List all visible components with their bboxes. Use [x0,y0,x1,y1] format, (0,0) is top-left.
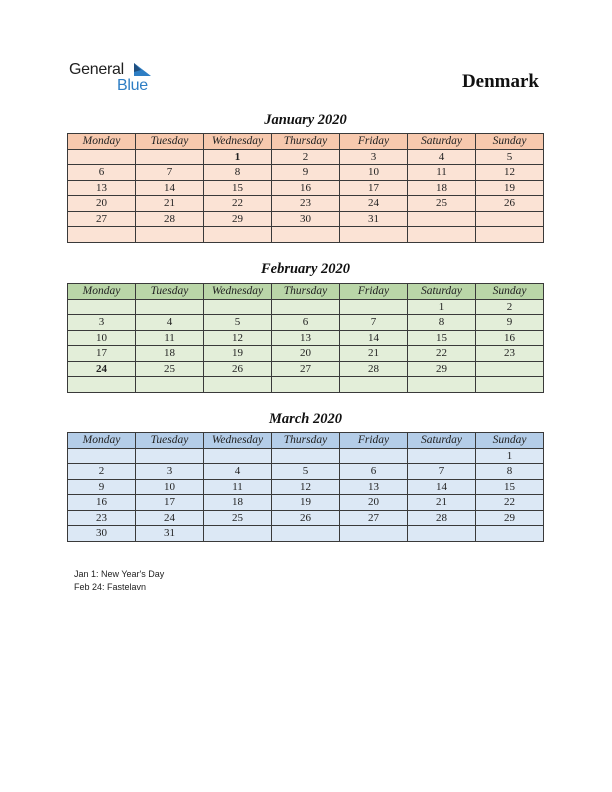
empty-day-cell [408,227,476,243]
day-cell: 14 [340,330,408,346]
day-cell: 4 [136,315,204,331]
empty-day-cell [136,227,204,243]
day-cell: 3 [136,464,204,480]
day-cell: 27 [272,361,340,377]
day-cell: 8 [204,165,272,181]
day-cell: 25 [136,361,204,377]
day-cell: 28 [408,510,476,526]
calendar-week-row [68,180,544,196]
empty-day-cell [204,377,272,393]
empty-day-cell [204,227,272,243]
day-cell: 10 [340,165,408,181]
day-cell: 21 [136,196,204,212]
day-cell: 30 [68,526,136,542]
weekday-header: Sunday [476,433,544,449]
day-cell: 21 [340,346,408,362]
calendar-week-row [68,346,544,362]
empty-day-cell [204,526,272,542]
day-cell: 31 [340,211,408,227]
day-cell: 3 [68,315,136,331]
day-cell: 6 [340,464,408,480]
day-cell: 13 [340,479,408,495]
holiday-notes [74,568,164,594]
calendar-week-row [68,299,544,315]
day-cell: 19 [204,346,272,362]
day-cell: 28 [340,361,408,377]
weekday-header: Tuesday [136,134,204,150]
empty-day-cell [136,377,204,393]
day-cell: 17 [136,495,204,511]
day-cell: 15 [204,180,272,196]
day-cell: 30 [272,211,340,227]
day-cell: 12 [272,479,340,495]
day-cell: 26 [272,510,340,526]
day-cell: 19 [272,495,340,511]
day-cell: 5 [476,149,544,165]
empty-day-cell [272,448,340,464]
day-cell: 26 [476,196,544,212]
day-cell: 2 [476,299,544,315]
calendar-week-row [68,315,544,331]
day-cell: 28 [136,211,204,227]
day-cell: 8 [476,464,544,480]
empty-day-cell [340,299,408,315]
month-title-february: February 2020 [260,261,351,277]
weekday-header-row [68,284,544,300]
weekday-header: Friday [340,284,408,300]
calendar-week-row [68,377,544,393]
day-cell: 11 [136,330,204,346]
day-cell: 8 [408,315,476,331]
day-cell: 14 [408,479,476,495]
calendar-body [68,299,544,392]
day-cell: 6 [68,165,136,181]
day-cell: 26 [204,361,272,377]
calendar-week-row [68,495,544,511]
empty-day-cell [136,149,204,165]
empty-day-cell [476,377,544,393]
day-cell: 9 [272,165,340,181]
weekday-header: Thursday [272,433,340,449]
country-title: Denmark [461,71,539,92]
holiday-note: Feb 24: Fastelavn [74,582,147,592]
holiday-note: Jan 1: New Year's Day [74,569,165,579]
month-title-march: March 2020 [269,411,342,427]
day-cell: 24 [136,510,204,526]
weekday-header: Tuesday [136,284,204,300]
day-cell: 16 [476,330,544,346]
empty-day-cell [476,211,544,227]
calendar-week-row [68,510,544,526]
weekday-header: Saturday [408,134,476,150]
empty-day-cell [204,299,272,315]
day-cell: 22 [408,346,476,362]
day-cell: 14 [136,180,204,196]
calendar-week-row [68,330,544,346]
day-cell: 31 [136,526,204,542]
empty-day-cell [204,448,272,464]
day-cell: 27 [340,510,408,526]
day-cell: 23 [272,196,340,212]
weekday-header: Saturday [408,433,476,449]
calendar-january [67,133,544,243]
day-cell: 15 [476,479,544,495]
weekday-header: Friday [340,433,408,449]
generalblue-logo [69,60,169,96]
day-cell: 7 [136,165,204,181]
empty-day-cell [408,448,476,464]
empty-day-cell [476,526,544,542]
day-cell: 24 [340,196,408,212]
empty-day-cell [136,448,204,464]
day-cell: 16 [272,180,340,196]
day-cell: 25 [204,510,272,526]
day-cell: 6 [272,315,340,331]
weekday-header: Thursday [272,284,340,300]
day-cell: 12 [476,165,544,181]
calendar-week-row [68,479,544,495]
calendar-march [67,432,544,542]
empty-day-cell [476,227,544,243]
day-cell: 13 [272,330,340,346]
day-cell: 27 [68,211,136,227]
day-cell: 17 [340,180,408,196]
day-cell: 22 [476,495,544,511]
day-cell: 29 [408,361,476,377]
weekday-header: Wednesday [204,134,272,150]
empty-day-cell [68,227,136,243]
day-cell: 29 [476,510,544,526]
month-title-january: January 2020 [264,112,347,128]
day-cell: 9 [476,315,544,331]
empty-day-cell [68,377,136,393]
logo-triangle-icon [134,63,152,77]
day-cell: 4 [408,149,476,165]
day-cell: 13 [68,180,136,196]
calendar-week-row [68,211,544,227]
day-cell: 22 [204,196,272,212]
weekday-header: Wednesday [204,433,272,449]
calendar-week-row [68,165,544,181]
calendar-week-row [68,149,544,165]
weekday-header: Tuesday [136,433,204,449]
calendar-week-row [68,464,544,480]
day-cell: 11 [408,165,476,181]
weekday-header: Sunday [476,284,544,300]
day-cell: 18 [204,495,272,511]
logo-text-blue: Blue [117,77,148,94]
empty-day-cell [272,377,340,393]
day-cell: 19 [476,180,544,196]
day-cell: 20 [68,196,136,212]
day-cell: 10 [136,479,204,495]
weekday-header: Sunday [476,134,544,150]
calendar-week-row [68,227,544,243]
empty-day-cell [68,149,136,165]
empty-day-cell [340,227,408,243]
holiday-day-cell: 24 [68,361,136,377]
day-cell: 1 [476,448,544,464]
weekday-header-row [68,433,544,449]
day-cell: 23 [68,510,136,526]
empty-day-cell [68,299,136,315]
calendar-february [67,283,544,393]
day-cell: 20 [340,495,408,511]
calendar-body [68,448,544,541]
day-cell: 16 [68,495,136,511]
empty-day-cell [476,361,544,377]
day-cell: 20 [272,346,340,362]
day-cell: 17 [68,346,136,362]
empty-day-cell [136,299,204,315]
day-cell: 23 [476,346,544,362]
weekday-header: Monday [68,284,136,300]
weekday-header: Wednesday [204,284,272,300]
day-cell: 9 [68,479,136,495]
weekday-header: Monday [68,433,136,449]
day-cell: 18 [408,180,476,196]
day-cell: 7 [340,315,408,331]
empty-day-cell [340,526,408,542]
calendar-week-row [68,196,544,212]
calendar-body [68,149,544,242]
day-cell: 2 [272,149,340,165]
empty-day-cell [340,377,408,393]
day-cell: 29 [204,211,272,227]
empty-day-cell [272,227,340,243]
calendar-week-row [68,448,544,464]
day-cell: 7 [408,464,476,480]
empty-day-cell [408,377,476,393]
weekday-header-row [68,134,544,150]
day-cell: 25 [408,196,476,212]
day-cell: 21 [408,495,476,511]
empty-day-cell [68,448,136,464]
empty-day-cell [272,299,340,315]
day-cell: 1 [408,299,476,315]
empty-day-cell [408,526,476,542]
weekday-header: Friday [340,134,408,150]
empty-day-cell [272,526,340,542]
weekday-header: Monday [68,134,136,150]
day-cell: 10 [68,330,136,346]
day-cell: 15 [408,330,476,346]
calendar-week-row [68,361,544,377]
day-cell: 5 [272,464,340,480]
holiday-day-cell: 1 [204,149,272,165]
day-cell: 11 [204,479,272,495]
day-cell: 3 [340,149,408,165]
logo-text-general: General [69,61,124,78]
weekday-header: Thursday [272,134,340,150]
day-cell: 4 [204,464,272,480]
day-cell: 18 [136,346,204,362]
empty-day-cell [408,211,476,227]
day-cell: 5 [204,315,272,331]
calendar-week-row [68,526,544,542]
weekday-header: Saturday [408,284,476,300]
empty-day-cell [340,448,408,464]
day-cell: 12 [204,330,272,346]
day-cell: 2 [68,464,136,480]
